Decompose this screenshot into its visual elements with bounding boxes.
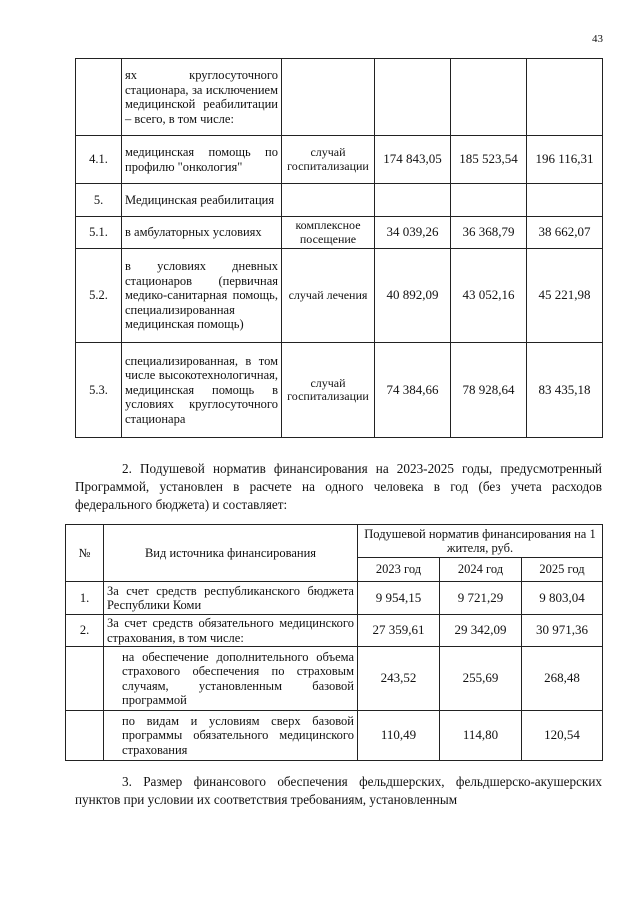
- value-2023: 174 843,05: [375, 136, 451, 184]
- value-2024: 9 721,29: [440, 582, 522, 615]
- row-number: 5.1.: [76, 217, 122, 249]
- table-row: [76, 343, 603, 438]
- table-row: [66, 647, 603, 711]
- value-2023: [375, 59, 451, 136]
- row-description: Медицинская реабилитация: [122, 184, 282, 217]
- value-2024: 114,80: [440, 711, 522, 761]
- header-number: №: [66, 525, 104, 582]
- row-description: в амбулаторных условиях: [122, 217, 282, 249]
- header-standard-group: Подушевой норматив финансирования на 1 жителя, руб.: [358, 525, 603, 558]
- row-number: 5.2.: [76, 249, 122, 343]
- value-2024: 78 928,64: [451, 343, 527, 438]
- row-description: За счет средств республиканского бюджета Республики Коми: [104, 582, 358, 615]
- value-2023: 110,49: [358, 711, 440, 761]
- value-2023: 9 954,15: [358, 582, 440, 615]
- row-description: ях круглосуточного стационара, за исключением медицинской реабилитации – всего, в том числе:: [122, 59, 282, 136]
- row-number: 5.3.: [76, 343, 122, 438]
- table-header-row: [66, 525, 603, 558]
- value-2023: [375, 184, 451, 217]
- value-2023: 40 892,09: [375, 249, 451, 343]
- header-year-2024: 2024 год: [440, 558, 522, 582]
- value-2025: 38 662,07: [527, 217, 603, 249]
- cost-standards-table: [75, 58, 603, 438]
- header-source: Вид источника финансирования: [104, 525, 358, 582]
- table-row: [76, 136, 603, 184]
- value-2025: 45 221,98: [527, 249, 603, 343]
- value-2024: [451, 184, 527, 217]
- table-row: [66, 711, 603, 761]
- value-2023: 74 384,66: [375, 343, 451, 438]
- value-2025: 30 971,36: [522, 615, 603, 647]
- row-unit: случай лечения: [282, 249, 375, 343]
- value-2025: 83 435,18: [527, 343, 603, 438]
- value-2025: [527, 59, 603, 136]
- table-row: [76, 249, 603, 343]
- row-description: медицинская помощь по профилю "онкология": [122, 136, 282, 184]
- row-description: по видам и условиям сверх базовой программы обязательного медицинского страхования: [104, 711, 358, 761]
- paragraph-per-capita-standard: 2. Подушевой норматив финансирования на 2023-2025 годы, предусмотренный Программой, установлен в расчете на одного человека в год (без учета расходов федерального бюджета) и составляет:: [75, 461, 602, 512]
- value-2024: 255,69: [440, 647, 522, 711]
- value-2023: 243,52: [358, 647, 440, 711]
- row-description: на обеспечение дополнительного объема страхового обеспечения по страховым случаям, установленным базовой программой: [104, 647, 358, 711]
- row-number: 1.: [66, 582, 104, 615]
- row-number: 4.1.: [76, 136, 122, 184]
- value-2025: [527, 184, 603, 217]
- row-number: 2.: [66, 615, 104, 647]
- row-unit: случай госпитализации: [282, 136, 375, 184]
- value-2024: [451, 59, 527, 136]
- table-row: [66, 615, 603, 647]
- value-2025: 268,48: [522, 647, 603, 711]
- value-2025: 196 116,31: [527, 136, 603, 184]
- page-number: 43: [592, 33, 603, 45]
- value-2024: 43 052,16: [451, 249, 527, 343]
- row-description: в условиях дневных стационаров (первичная медико-санитарная помощь, специализированная медицинская помощь): [122, 249, 282, 343]
- value-2023: 27 359,61: [358, 615, 440, 647]
- row-unit: случай госпитализации: [282, 343, 375, 438]
- value-2024: 36 368,79: [451, 217, 527, 249]
- row-number: [66, 647, 104, 711]
- row-number: [66, 711, 104, 761]
- table-row: [66, 582, 603, 615]
- value-2024: 29 342,09: [440, 615, 522, 647]
- table-row: [76, 59, 603, 136]
- row-unit: [282, 59, 375, 136]
- row-number: 5.: [76, 184, 122, 217]
- row-description: специализированная, в том числе высокотехнологичная, медицинская помощь в условиях круглосуточного стационара: [122, 343, 282, 438]
- value-2025: 9 803,04: [522, 582, 603, 615]
- row-description: За счет средств обязательного медицинского страхования, в том числе:: [104, 615, 358, 647]
- row-number: [76, 59, 122, 136]
- value-2023: 34 039,26: [375, 217, 451, 249]
- header-year-2023: 2023 год: [358, 558, 440, 582]
- per-capita-financing-table: [65, 524, 603, 761]
- header-year-2025: 2025 год: [522, 558, 603, 582]
- paragraph-feldsher-posts: 3. Размер финансового обеспечения фельдшерских, фельдшерско-акушерских пунктов при условии их соответствия требованиям, установленным: [75, 774, 602, 807]
- row-unit: [282, 184, 375, 217]
- value-2025: 120,54: [522, 711, 603, 761]
- table-row: [76, 184, 603, 217]
- table-row: [76, 217, 603, 249]
- row-unit: комплексное посещение: [282, 217, 375, 249]
- value-2024: 185 523,54: [451, 136, 527, 184]
